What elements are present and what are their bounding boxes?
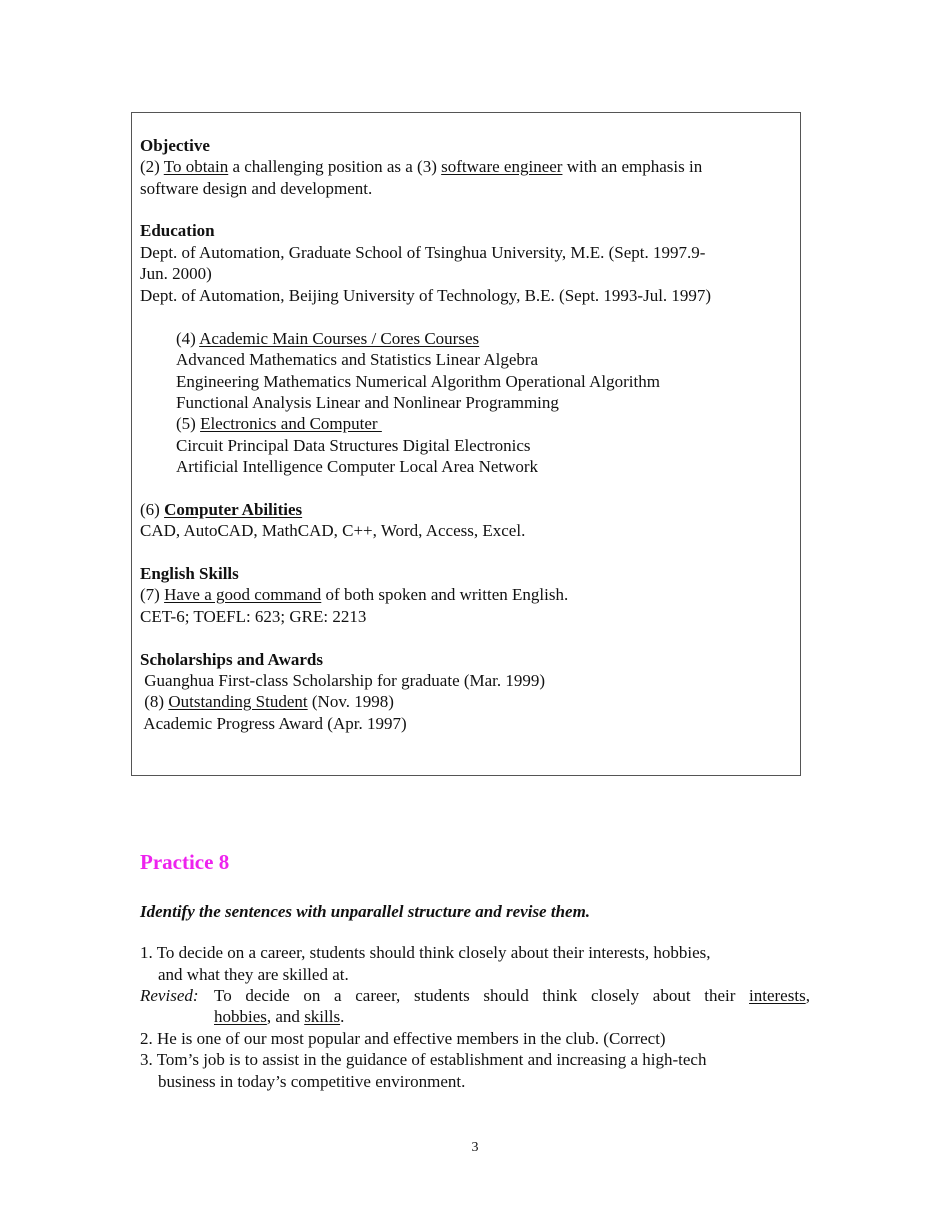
revised-line-1 xyxy=(214,985,810,1006)
revised-word: a xyxy=(334,986,342,1005)
revised-word: their xyxy=(704,986,736,1005)
item-1-line-2: and what they are skilled at. xyxy=(158,965,349,984)
electronics-title: (5) Electronics and Computer xyxy=(176,414,382,433)
award-1: Guanghua First-class Scholarship for graduate (Mar. 1999) xyxy=(140,671,546,690)
courses-line-2: Engineering Mathematics Numerical Algorithm Operational Algorithm xyxy=(176,372,660,391)
computer-abilities-line: CAD, AutoCAD, MathCAD, C++, Word, Access, Excel. xyxy=(140,521,526,540)
objective-heading: Objective xyxy=(140,136,210,155)
education-line-1: Dept. of Automation, Graduate School of Tsinghua University, M.E. (Sept. 1997.9- xyxy=(140,243,706,262)
item-3-line-2: business in today’s competitive environment. xyxy=(158,1072,466,1091)
item-2: 2. He is one of our most popular and effective members in the club. (Correct) xyxy=(140,1029,666,1048)
english-scores: CET-6; TOEFL: 623; GRE: 2213 xyxy=(140,607,367,626)
award-3: Academic Progress Award (Apr. 1997) xyxy=(140,714,407,733)
revised-label: Revised: xyxy=(140,986,199,1005)
computer-abilities-heading: (6) Computer Abilities xyxy=(140,500,303,519)
awards-heading: Scholarships and Awards xyxy=(140,650,323,669)
education-heading: Education xyxy=(140,221,215,240)
revised-word: think xyxy=(542,986,578,1005)
courses-title: (4) Academic Main Courses / Cores Courses xyxy=(176,329,480,348)
electronics-line-1: Circuit Principal Data Structures Digital Electronics xyxy=(176,436,531,455)
revised-line-2: hobbies, and skills. xyxy=(214,1007,345,1026)
objective-line-2: software design and development. xyxy=(140,179,373,198)
english-skills-line: (7) Have a good command of both spoken and written English. xyxy=(140,585,569,604)
revised-word: about xyxy=(652,986,691,1005)
revised-word: should xyxy=(483,986,529,1005)
page-number: 3 xyxy=(471,1140,479,1155)
education-line-2: Jun. 2000) xyxy=(140,264,212,283)
revised-word: decide xyxy=(245,986,290,1005)
revised-word: students xyxy=(413,986,470,1005)
electronics-line-2: Artificial Intelligence Computer Local Area Network xyxy=(176,457,539,476)
item-1-line-1: 1. To decide on a career, students should think closely about their interests, hobbies, xyxy=(140,943,711,962)
english-skills-heading: English Skills xyxy=(140,564,239,583)
education-line-3: Dept. of Automation, Beijing University of Technology, B.E. (Sept. 1993-Jul. 1997) xyxy=(140,286,712,305)
revised-word: on xyxy=(303,986,321,1005)
courses-line-3: Functional Analysis Linear and Nonlinear Programming xyxy=(176,393,559,412)
award-2: (8) Outstanding Student (Nov. 1998) xyxy=(140,692,394,711)
objective-line-1: (2) To obtain a challenging position as a (3) software engineer with an emphasis in xyxy=(140,157,703,176)
revised-word: career, xyxy=(355,986,401,1005)
practice-title: Practice 8 xyxy=(140,850,230,874)
revised-word: closely xyxy=(590,986,640,1005)
item-3-line-1: 3. Tom’s job is to assist in the guidance of establishment and increasing a high-tech xyxy=(140,1050,707,1069)
revised-word: To xyxy=(214,986,232,1005)
revised-word-interests: interests, xyxy=(749,986,810,1005)
practice-instruction: Identify the sentences with unparallel structure and revise them. xyxy=(140,902,591,921)
courses-line-1: Advanced Mathematics and Statistics Linear Algebra xyxy=(176,350,539,369)
